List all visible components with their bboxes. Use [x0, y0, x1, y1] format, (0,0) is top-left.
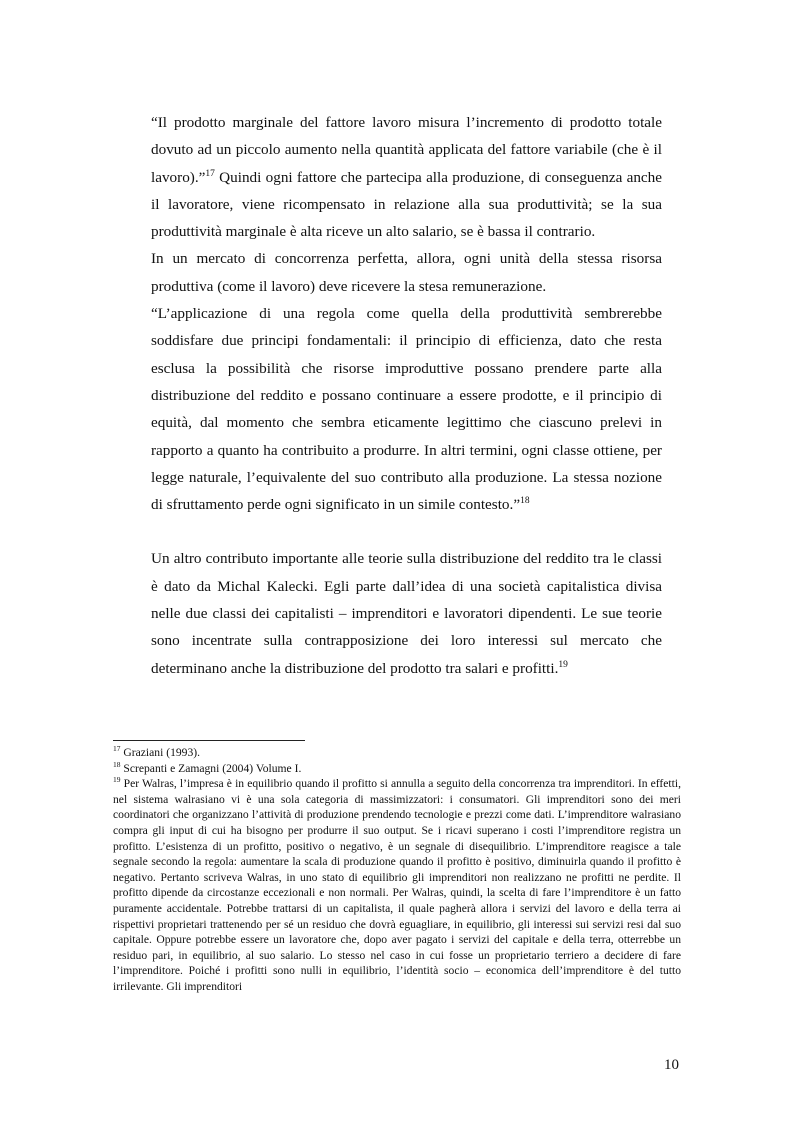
page-number: 10 — [664, 1057, 679, 1073]
footnote-18 — [113, 761, 681, 777]
footnote-17 — [113, 745, 681, 761]
paragraph-perfect-competition — [151, 245, 662, 300]
footnote-number: 17 — [113, 744, 121, 754]
footnotes — [113, 745, 681, 995]
footnote-text: Graziani (1993). — [120, 746, 201, 759]
footnote-ref-18: 18 — [520, 496, 530, 507]
paragraph-text: Un altro contributo importante alle teorie sulla distribuzione del reddito tra le classi è dato da Michal Kalecki. Egli parte dall’idea di una società capitalistica divisa nelle due classi dei capitalisti – imprenditori e lavoratori dipendenti. Le sue teorie sono incentrate sulla contrapposizione dei loro interessi sul mercato che determinano anche la distribuzione del prodotto tra salari e profitti. — [151, 550, 662, 677]
footnote-text: Screpanti e Zamagni (2004) Volume I. — [120, 761, 302, 775]
footnote-19 — [113, 776, 681, 994]
paragraph-text: In un mercato di concorrenza perfetta, allora, ogni unità della stessa risorsa produttiva (come il lavoro) deve ricevere la stesa remunerazione. — [151, 250, 662, 295]
paragraph-kalecki — [151, 545, 662, 681]
paragraph-spacer — [151, 518, 662, 545]
footnote-number: 19 — [113, 775, 121, 785]
footnote-number: 18 — [113, 759, 121, 769]
main-text — [151, 109, 662, 682]
paragraph-text: “Il prodotto marginale del fattore lavoro misura l’incremento di prodotto totale dovuto ad un piccolo aumento nella quantità applicata del fattore variabile (che è il lavoro).” — [151, 114, 662, 186]
paragraph-marginal-product — [151, 109, 662, 245]
paragraph-text: “L’applicazione di una regola come quella della produttività sembrerebbe soddisfare due principi fondamentali: il principio di efficienza, dato che resta esclusa la possibilità che risorse improduttive possano prendere parte alla distribuzione del reddito e possano continuare a essere prodotte, e il principio di equità, dal momento che sembra eticamente legittimo che ciascuno prelevi in rapporto a quanto ha contribuito a produrre. In altri termini, ogni classe ottiene, per legge naturale, l’equivalente del suo contributo alla produzione. La stessa nozione di sfruttamento perde ogni significato in un simile contesto.” — [151, 305, 662, 514]
footnote-ref-17: 17 — [205, 168, 215, 179]
footnote-ref-19: 19 — [558, 659, 568, 670]
paragraph-text: Quindi ogni fattore che partecipa alla produzione, di conseguenza anche il lavoratore, viene ricompensato in relazione alla sua produttività; se la sua produttività marginale è alta riceve un alto salario, se è bassa il contrario. — [151, 168, 662, 241]
footnote-text: Per Walras, l’impresa è in equilibrio quando il profitto si annulla a seguito della concorrenza tra imprenditori. In effetti, nel sistema walrasiano vi è una sola categoria di massimizzatori: i consumatori. Gli imprenditori sono dei meri coordinatori che organizzano l’attività di produzione prendendo tecnologie e prezzi come dati. L’imprenditore walrasiano compra gli input di cui ha bisogno per produrre il suo output. Se i ricavi superano i costi l’imprenditore registra un profitto. L’esistenza di un profitto, positivo o negativo, è un segnale di disequilibrio. L’imprenditore reagisce a tale segnale secondo la regola: aumentare la scala di produzione quando il profitto è positivo, diminuirla quando il profitto è negativo. Pertanto scriveva Walras, in uno stato di equilibrio gli imprenditori non realizzano ne profitti ne perdite. Il profitto dipende da circostanze eccezionali e non normali. Per Walras, quindi, la scelta di fare l’imprenditore è un fatto puramente accidentale. Potrebbe trattarsi di un capitalista, il quale pagherà allora i servizi del lavoro e della terra ai rispettivi proprietari trattenendo per sé un residuo che dovrà eguagliare, in equilibrio, gli interessi sui servizi resi dal suo capitale. Oppure potrebbe essere un lavoratore che, dopo aver pagato i servizi del capitale e della terra, otterrebbe un residuo pari, in equilibrio, al suo salario. Lo stesso nel caso in cui fosse un proprietario terriero a decidere di fare l’imprenditore. Poiché i profitti sono nulli in equilibrio, l’identità socio – economica dell’imprenditore è del tutto irrilevante. Gli imprenditori — [113, 777, 681, 993]
paragraph-productivity-rule — [151, 300, 662, 518]
footnote-separator — [113, 740, 305, 741]
